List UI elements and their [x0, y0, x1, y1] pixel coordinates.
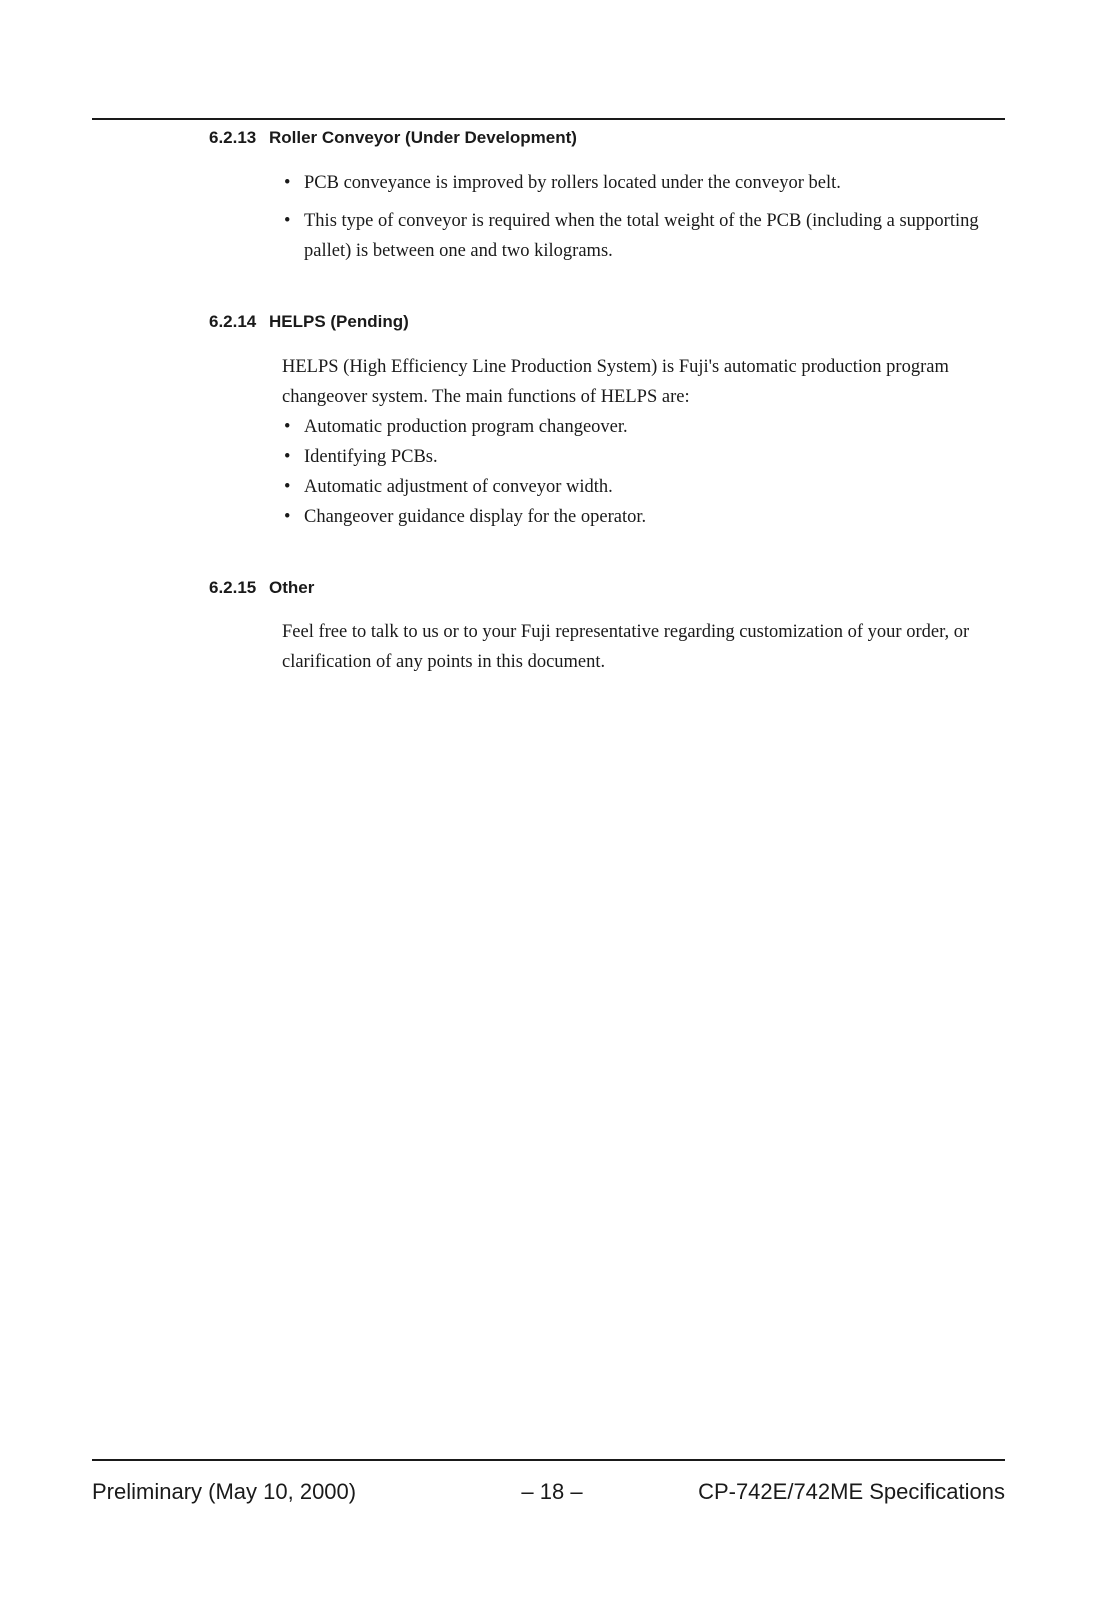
section-paragraph: Feel free to talk to us or to your Fuji representative regarding customization of your order, or clarification of any points in this document.: [282, 622, 970, 672]
section-heading-6-2-13: [209, 128, 577, 148]
list-item: • Automatic production program changeover.: [282, 412, 1002, 442]
section-title: Roller Conveyor (Under Development): [269, 128, 577, 147]
footer-date: Preliminary (May 10, 2000): [92, 1479, 357, 1504]
section-body-6-2-15: [282, 617, 1002, 677]
section-number: 6.2.15: [209, 578, 257, 597]
section-body-6-2-13: [282, 168, 1002, 274]
page-footer: [92, 1477, 1005, 1507]
section-number: 6.2.13: [209, 128, 257, 147]
section-number: 6.2.14: [209, 312, 257, 331]
bullet-list: [282, 412, 1002, 532]
list-item: • Automatic adjustment of conveyor width.: [282, 472, 1002, 502]
list-item: • Changeover guidance display for the operator.: [282, 502, 1002, 532]
section-title: Other: [269, 578, 315, 597]
list-item: • PCB conveyance is improved by rollers located under the conveyor belt.: [282, 168, 1002, 198]
page-number: – 18 –: [521, 1479, 583, 1504]
footer-rule: [92, 1459, 1005, 1461]
list-item: • Identifying PCBs.: [282, 442, 1002, 472]
header-rule: [92, 118, 1005, 120]
list-item: • This type of conveyor is required when the total weight of the PCB (including a supporting pallet) is between one and two kilograms.: [282, 206, 1002, 266]
section-body-6-2-14: [282, 352, 1002, 532]
section-intro: HELPS (High Efficiency Line Production System) is Fuji's automatic production program changeover system. The main functions of HELPS are:: [282, 357, 949, 407]
section-heading-6-2-14: [209, 312, 409, 332]
section-heading-6-2-15: [209, 578, 314, 598]
footer-doc-title: CP-742E/742ME Specifications: [698, 1479, 1005, 1504]
bullet-list: [282, 168, 1002, 266]
section-title: HELPS (Pending): [269, 312, 409, 331]
